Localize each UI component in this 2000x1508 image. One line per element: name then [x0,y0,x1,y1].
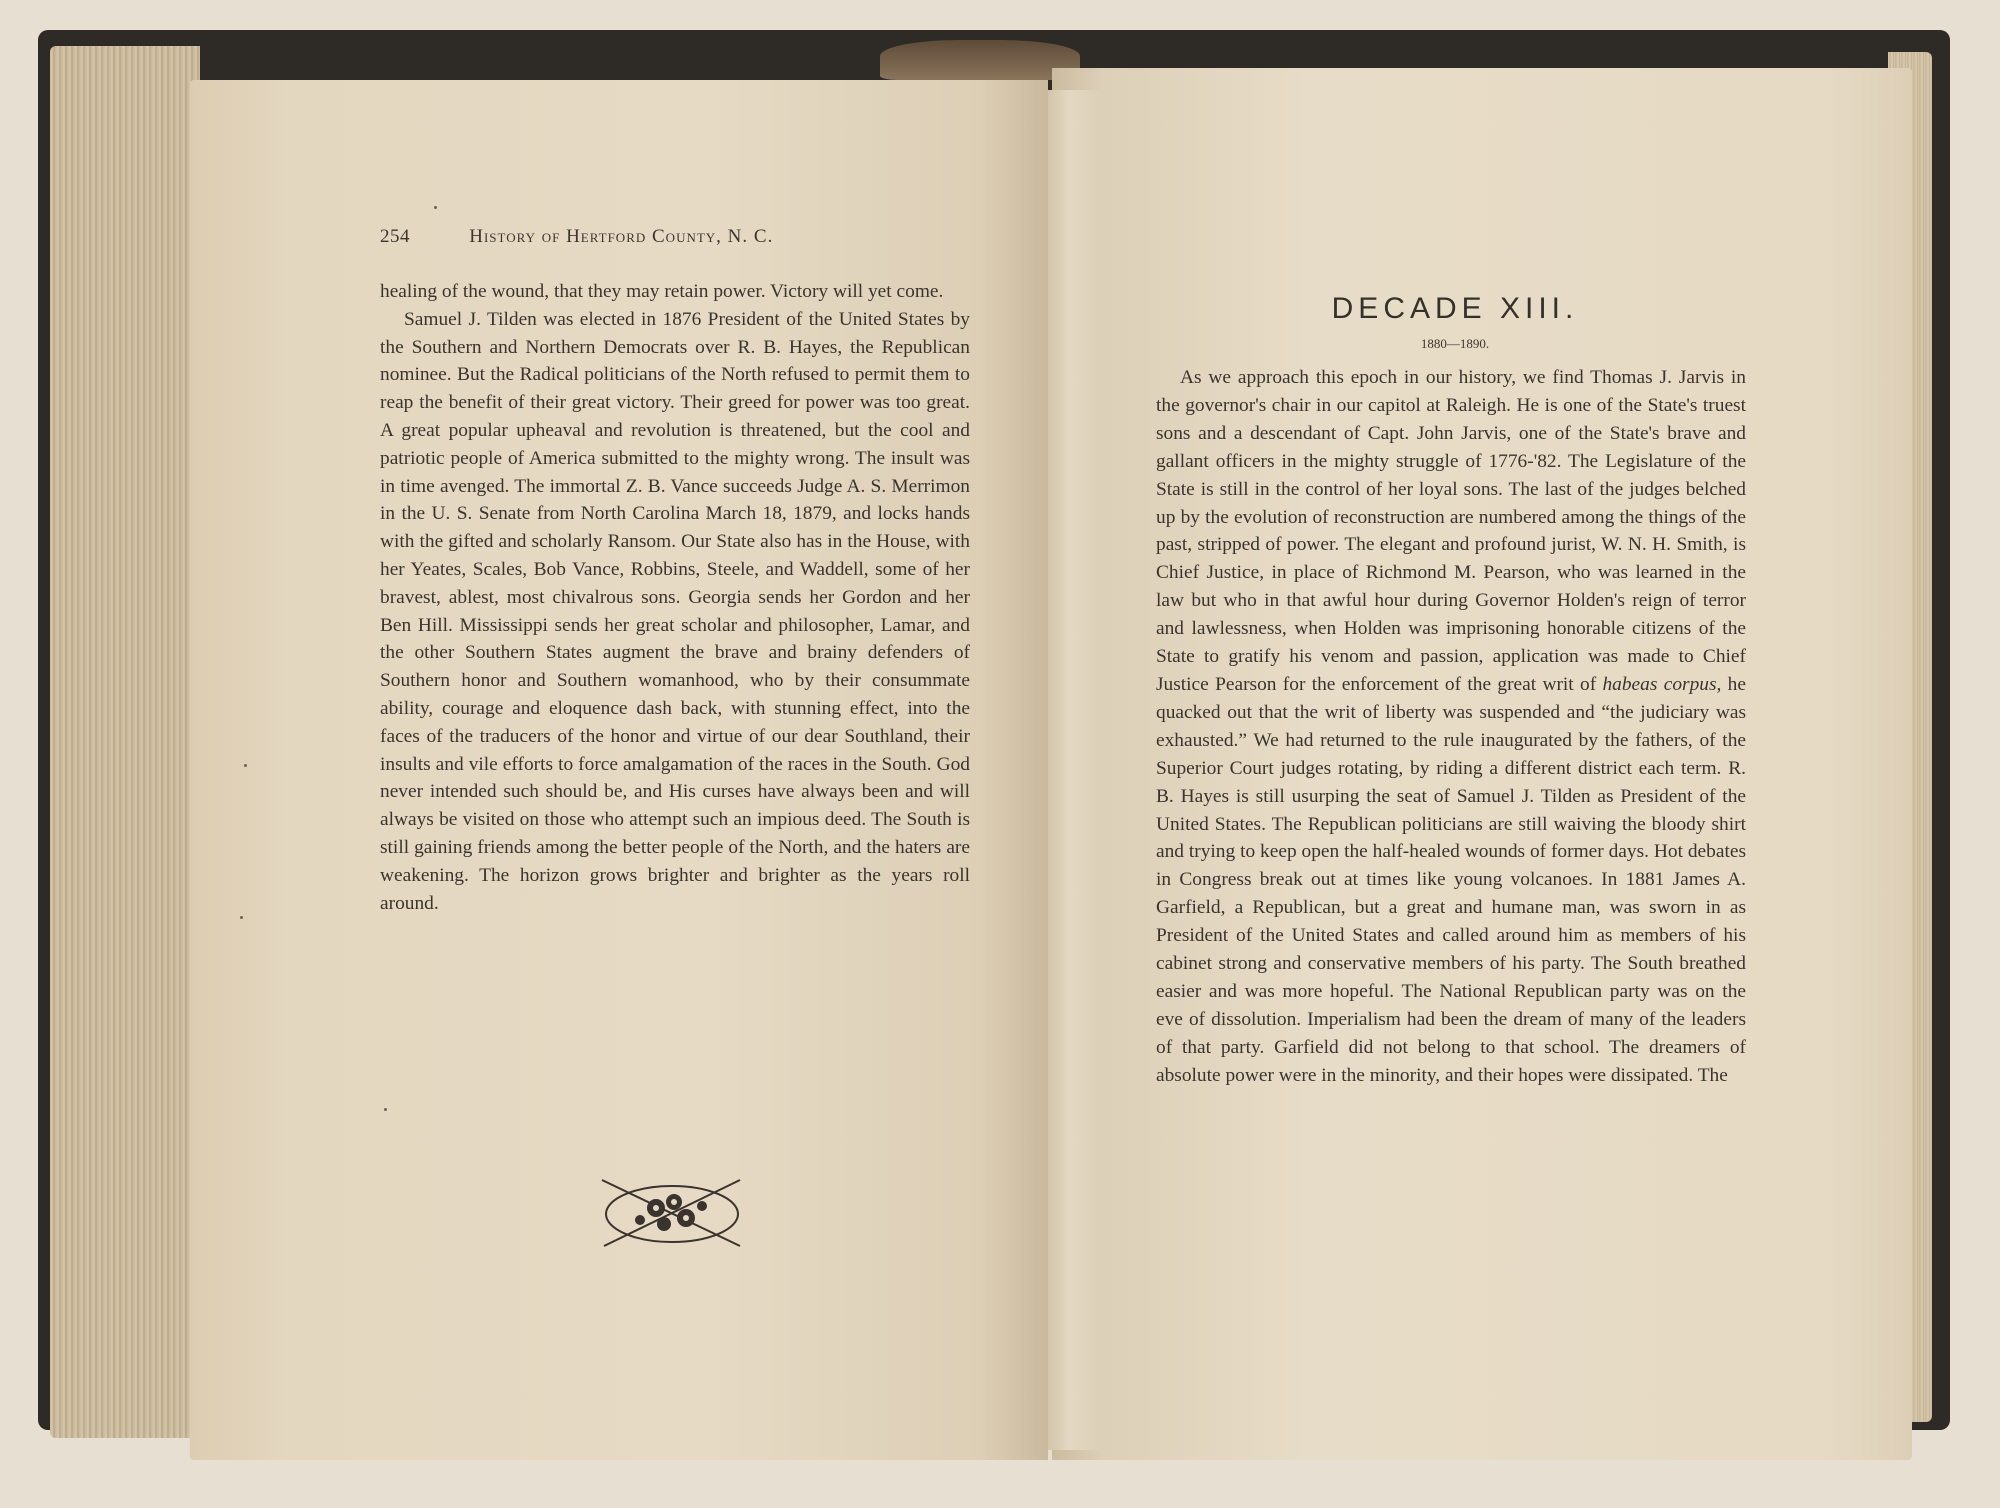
paragraph [1156,364,1746,1090]
page-edges-left [50,46,200,1438]
page-number: 254 [380,226,410,247]
paragraph: healing of the wound, that they may retain power. Victory will yet come. [380,281,944,302]
spine-top [880,40,1080,80]
paper-speck [244,764,247,767]
left-page-text [380,278,970,917]
gutter [1048,90,1102,1450]
floral-tailpiece-ornament [594,1172,748,1252]
paragraph: Samuel J. Tilden was elected in 1876 President of the United States by the Southern and Northern Democrats over R. B. Hayes, the Republican nominee. But the Radical politicians of the North refused to permit them to reap the benefit of their great victory. Their greed for power was too great. A great popular upheaval and revolution is threatened, but the cool and patriotic people of America submitted to the mighty wrong. The insult was in time avenged. The immortal Z. B. Vance succeeds Judge A. S. Merrimon in the U. S. Senate from North Carolina March 18, 1879, and locks hands with the gifted and scholarly Ransom. Our State also has in the House, with her Yeates, Scales, Bob Vance, Robbins, Steele, and Waddell, some of her bravest, ablest, most chivalrous sons. Georgia sends her Gordon and her Ben Hill. Mississippi sends her great scholar and philosopher, Lamar, and the other Southern States augment the brave and brainy defenders of Southern honor and Southern womanhood, who by their consummate ability, courage and eloquence dash back, with stunning effect, into the faces of the traducers of the honor and virtue of our dear Southland, their insults and vile efforts to force amalgamation of the races in the South. God never intended such should be, and His curses have always been and will always be visited on those who attempt such an impious deed. The South is still gaining friends among the better people of the North, and the haters are weakening. The horizon grows brighter and brighter as the years roll around. [380,308,970,914]
running-head: History of Hertford County, N. C. [469,226,774,247]
paragraph-text-part2: he quacked out that the writ of liberty was suspended and “the judiciary was exhausted.” We had returned to the rule inaugurated by the fathers, of the Superior Court judges rotating, by riding a different district each term. R. B. Hayes is still usurping the seat of Samuel J. Tilden as President of the United States. The Republican politicians are still waiving the bloody shirt and trying to keep open the half-healed wounds of former days. Hot debates in Congress break out at times like young volcanoes. In 1881 James A. Garfield, a Republican, but a great and humane man, was sworn in as President of the United States and called around him as members of his cabinet strong and conservative members of his party. The South breathed easier and was more hopeful. The National Republican party was on the eve of dissolution. Imperialism had been the dream of many of the leaders of that party. Garfield did not belong to that school. The dreamers of absolute power were in the minority, and their hopes were dissipated. The [1156,673,1746,1086]
paper-speck [434,206,437,209]
left-page-header [380,226,880,248]
paper-speck [384,1108,387,1111]
chapter-title: DECADE XIII. [1331,292,1579,325]
italic-term: habeas corpus, [1602,673,1722,695]
chapter-years: 1880—1890. [1420,336,1490,351]
paper-speck [240,916,243,919]
right-page-text [1156,364,1746,1090]
paragraph-text-part1: As we approach this epoch in our history, we find Thomas J. Jarvis in the governor's chair in our capitol at Raleigh. He is one of the State's truest sons and a descendant of Capt. John Jarvis, one of the State's brave and gallant officers in the mighty struggle of 1776-'82. The Legislature of the State is still in the control of her loyal sons. The last of the judges belched up by the evolution of reconstruction are numbered among the things of the past, stripped of power. The elegant and profound jurist, W. N. H. Smith, is Chief Justice, in place of Richmond M. Pearson, who was learned in the law but who in that awful hour during Governor Holden's reign of terror and lawlessness, when Holden was imprisoning honorable citizens of the State to gratify his venom and passion, application was made to Chief Justice Pearson for the enforcement of the great writ of [1156,367,1746,695]
